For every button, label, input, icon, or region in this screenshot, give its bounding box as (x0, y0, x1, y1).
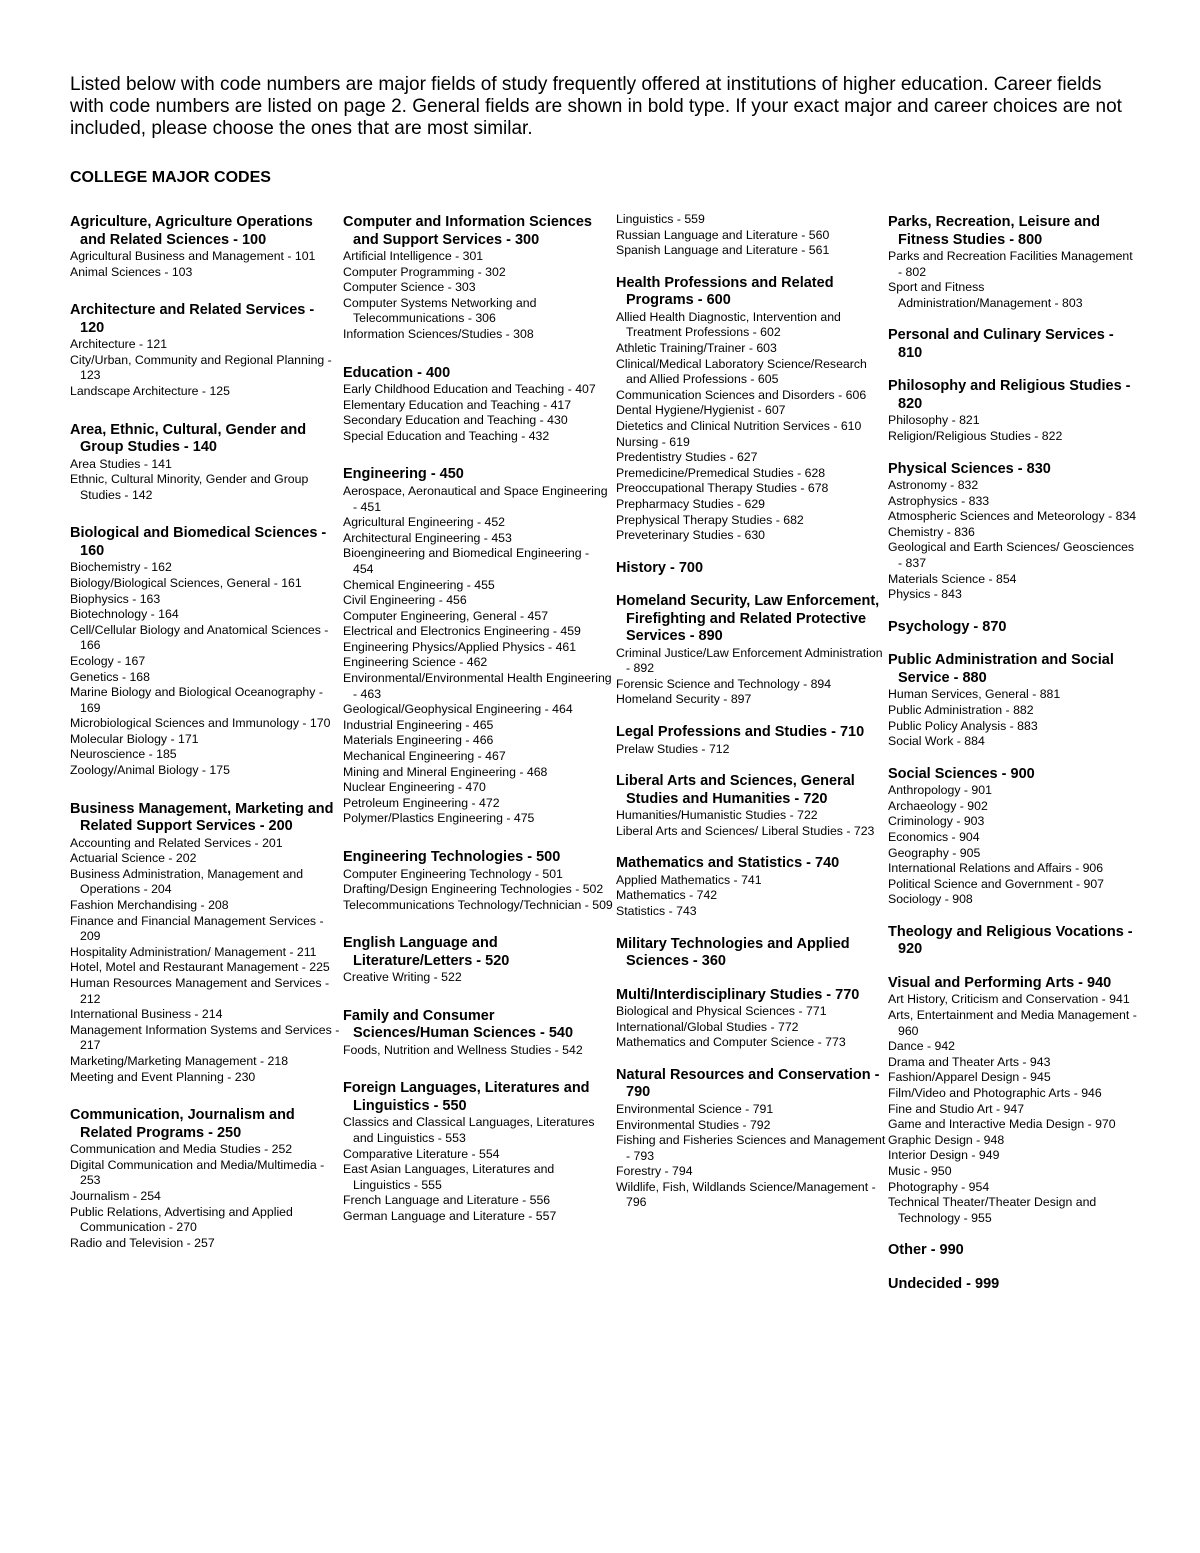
major-item: Photography - 954 (888, 1179, 990, 1194)
major-item: Nursing - 619 (616, 434, 690, 449)
major-item: Public Administration - 882 (888, 702, 1034, 717)
major-group-title: Parks, Recreation, Leisure and Fitness Studies - 800 (888, 214, 1100, 248)
major-item: International Business - 214 (70, 1007, 223, 1022)
major-item: Biophysics - 163 (70, 591, 161, 606)
page-heading: COLLEGE MAJOR CODES (70, 169, 271, 186)
major-item: Public Policy Analysis - 883 (888, 718, 1038, 733)
major-item: Mathematics and Computer Science - 773 (616, 1035, 846, 1050)
major-group-title: Multi/Interdisciplinary Studies - 770 (616, 986, 860, 1003)
major-item: Engineering Physics/Applied Physics - 461 (343, 639, 577, 654)
major-item: Prepharmacy Studies - 629 (616, 496, 766, 511)
column-2 (343, 214, 613, 1247)
major-item: Materials Science - 854 (888, 571, 1017, 586)
major-group (888, 1276, 1138, 1294)
major-group-title: Social Sciences - 900 (888, 765, 1035, 782)
major-list (888, 478, 1138, 603)
major-item: Predentistry Studies - 627 (616, 450, 758, 465)
major-item: Parks and Recreation Facilities Management - 802 (888, 249, 1133, 279)
major-list (343, 249, 613, 343)
major-group (70, 302, 340, 399)
major-list (888, 783, 1138, 908)
major-item: Human Resources Management and Services - 212 (70, 976, 330, 1006)
major-group (888, 766, 1138, 908)
major-item: Dance - 942 (888, 1039, 955, 1054)
major-group (343, 1080, 613, 1224)
major-item: Anthropology - 901 (888, 783, 992, 798)
major-group-title: Computer and Information Sciences and Support Services - 300 (343, 214, 592, 248)
major-item: Management Information Systems and Services - 217 (70, 1022, 340, 1053)
major-item: Chemistry - 836 (888, 524, 975, 539)
major-list (616, 310, 886, 544)
major-item: Philosophy - 821 (888, 413, 980, 428)
major-item: Biotechnology - 164 (70, 607, 179, 622)
major-item: Marine Biology and Biological Oceanography - 169 (70, 685, 323, 715)
major-item: Wildlife, Fish, Wildlands Science/Management - 796 (616, 1179, 876, 1210)
major-item: Dietetics and Clinical Nutrition Services - 610 (616, 418, 862, 433)
major-item: Marketing/Marketing Management - 218 (70, 1053, 289, 1068)
major-group-title: Undecided - 999 (888, 1275, 1000, 1292)
major-item: Preveterinary Studies - 630 (616, 528, 766, 543)
major-item: Drafting/Design Engineering Technologies - 502 (343, 882, 604, 897)
major-item: City/Urban, Community and Regional Planning - 123 (70, 352, 332, 383)
major-item: Atmospheric Sciences and Meteorology - 834 (888, 509, 1137, 524)
major-item: Comparative Literature - 554 (343, 1146, 500, 1161)
major-group-title: Biological and Biomedical Sciences - 160 (70, 525, 327, 559)
major-item: Art History, Criticism and Conservation - 941 (888, 992, 1130, 1007)
major-item: Early Childhood Education and Teaching - 407 (343, 382, 596, 397)
major-group (616, 212, 886, 259)
major-group (616, 773, 886, 839)
major-item: Preoccupational Therapy Studies - 678 (616, 481, 829, 496)
major-item: Biological and Physical Sciences - 771 (616, 1004, 827, 1019)
major-item: Public Relations, Advertising and Applied Communication - 270 (70, 1204, 293, 1235)
major-item: Fashion Merchandising - 208 (70, 898, 229, 913)
major-group-title: Liberal Arts and Sciences, General Studies and Humanities - 720 (616, 773, 855, 807)
major-item: Interior Design - 949 (888, 1148, 1000, 1163)
major-group-title: Theology and Religious Vocations - 920 (888, 923, 1133, 958)
major-item: French Language and Literature - 556 (343, 1193, 551, 1208)
major-item: Classics and Classical Languages, Literatures and Linguistics - 553 (343, 1115, 595, 1146)
major-list (343, 484, 613, 827)
major-item: Biology/Biological Sciences, General - 161 (70, 575, 302, 590)
major-item: Prelaw Studies - 712 (616, 741, 730, 756)
major-item: Electrical and Electronics Engineering - 459 (343, 624, 581, 639)
major-item: Foods, Nutrition and Wellness Studies - 542 (343, 1042, 583, 1057)
major-item: Molecular Biology - 171 (70, 731, 199, 746)
major-item: Graphic Design - 948 (888, 1132, 1005, 1147)
major-item: German Language and Literature - 557 (343, 1209, 557, 1224)
major-item: Drama and Theater Arts - 943 (888, 1054, 1051, 1069)
major-group (616, 1067, 886, 1211)
major-group-title: Military Technologies and Applied Sciences - 360 (616, 935, 850, 970)
major-item: Statistics - 743 (616, 904, 697, 919)
major-group (888, 924, 1138, 959)
major-group-title: Psychology - 870 (888, 618, 1007, 635)
major-group-title: Visual and Performing Arts - 940 (888, 974, 1112, 991)
major-group (888, 619, 1138, 637)
major-group (70, 1107, 340, 1251)
major-item: International Relations and Affairs - 906 (888, 861, 1104, 876)
major-list (888, 413, 1138, 444)
major-item: Hospitality Administration/ Management - 211 (70, 944, 317, 959)
major-item: Fashion/Apparel Design - 945 (888, 1070, 1051, 1085)
major-item: Computer Science - 303 (343, 280, 476, 295)
major-item: Premedicine/Premedical Studies - 628 (616, 465, 826, 480)
major-item: Criminal Justice/Law Enforcement Administration - 892 (616, 645, 883, 676)
major-item: Political Science and Government - 907 (888, 876, 1104, 891)
major-list (616, 1004, 886, 1051)
major-group-title: Engineering Technologies - 500 (343, 849, 561, 865)
major-item: Communication and Media Studies - 252 (70, 1142, 293, 1157)
major-item: Forensic Science and Technology - 894 (616, 676, 832, 691)
major-group-title: Natural Resources and Conservation - 790 (616, 1066, 880, 1101)
major-item: Genetics - 168 (70, 669, 150, 684)
major-group-title: Business Management, Marketing and Related Support Services - 200 (70, 800, 334, 835)
major-item: Environmental Studies - 792 (616, 1117, 771, 1132)
major-item: Sport and Fitness Administration/Management - 803 (888, 280, 1083, 310)
major-item: Mining and Mineral Engineering - 468 (343, 764, 548, 779)
major-item: Digital Communication and Media/Multimedia - 253 (70, 1157, 325, 1188)
major-group (70, 801, 340, 1086)
major-item: Radio and Television - 257 (70, 1235, 215, 1250)
major-item: Industrial Engineering - 465 (343, 717, 494, 732)
major-item: Architecture - 121 (70, 337, 168, 352)
major-item: Environmental Science - 791 (616, 1101, 774, 1116)
major-group (616, 560, 886, 578)
major-item: Fishing and Fisheries Sciences and Management - 793 (616, 1133, 886, 1163)
major-list (616, 1102, 886, 1211)
major-item: Aerospace, Aeronautical and Space Engineering - 451 (343, 483, 608, 514)
major-group (343, 849, 613, 913)
major-item: Architectural Engineering - 453 (343, 530, 512, 545)
major-group-title: Legal Professions and Studies - 710 (616, 724, 865, 741)
major-item: Agricultural Engineering - 452 (343, 515, 506, 530)
major-list (616, 212, 886, 259)
major-item: Polymer/Plastics Engineering - 475 (343, 811, 535, 826)
major-group (343, 214, 613, 343)
major-item: Applied Mathematics - 741 (616, 872, 762, 887)
major-item: Criminology - 903 (888, 814, 985, 829)
major-group (343, 1008, 613, 1059)
column-4 (888, 214, 1138, 1309)
major-item: Geological and Earth Sciences/ Geosciences - 837 (888, 540, 1135, 571)
major-item: Landscape Architecture - 125 (70, 383, 230, 398)
major-group-title: Engineering - 450 (343, 466, 464, 483)
major-item: Business Administration, Management and Operations - 204 (70, 866, 304, 897)
major-list (70, 1142, 340, 1251)
major-group (888, 214, 1138, 311)
major-group-title: Public Administration and Social Service - 880 (888, 652, 1114, 686)
major-group-title: Philosophy and Religious Studies - 820 (888, 378, 1131, 412)
major-item: Ecology - 167 (70, 653, 146, 668)
major-item: Homeland Security - 897 (616, 692, 752, 707)
major-group (888, 1242, 1138, 1260)
major-item: Artificial Intelligence - 301 (343, 249, 484, 263)
major-group-title: Homeland Security, Law Enforcement, Firefighting and Related Protective Services - 890 (616, 593, 880, 645)
major-list (343, 970, 613, 986)
major-group-title: History - 700 (616, 559, 704, 576)
major-item: Clinical/Medical Laboratory Science/Research and Allied Professions - 605 (616, 356, 867, 387)
major-list (888, 992, 1138, 1226)
major-group-title: Family and Consumer Sciences/Human Sciences - 540 (343, 1007, 574, 1042)
major-item: Mechanical Engineering - 467 (343, 749, 506, 764)
major-group-title: English Language and Literature/Letters - 520 (343, 935, 510, 969)
major-list (70, 337, 340, 399)
major-item: Journalism - 254 (70, 1188, 161, 1203)
major-group-title: Other - 990 (888, 1242, 964, 1259)
major-item: Film/Video and Photographic Arts - 946 (888, 1086, 1102, 1100)
major-list (616, 808, 886, 839)
major-list (888, 687, 1138, 749)
major-group-title: Health Professions and Related Programs - 600 (616, 274, 834, 309)
major-item: Allied Health Diagnostic, Intervention and Treatment Professions - 602 (616, 309, 841, 340)
major-item: Accounting and Related Services - 201 (70, 835, 283, 850)
major-group-title: Physical Sciences - 830 (888, 460, 1051, 477)
major-item: Computer Programming - 302 (343, 264, 506, 279)
major-item: Cell/Cellular Biology and Anatomical Sciences - 166 (70, 622, 329, 653)
major-item: Physics - 843 (888, 587, 962, 602)
major-list (70, 249, 340, 280)
major-group-title: Architecture and Related Services - 120 (70, 302, 315, 336)
major-item: Information Sciences/Studies - 308 (343, 326, 534, 341)
major-item: Sociology - 908 (888, 892, 973, 907)
major-item: Fine and Studio Art - 947 (888, 1101, 1025, 1116)
major-list (616, 873, 886, 920)
major-group-title: Communication, Journalism and Related Programs - 250 (70, 1107, 295, 1141)
major-group (616, 275, 886, 544)
major-item: Civil Engineering - 456 (343, 593, 467, 608)
major-group (343, 365, 613, 445)
major-group-title: Area, Ethnic, Cultural, Gender and Group Studies - 140 (70, 421, 307, 456)
major-group-title: Mathematics and Statistics - 740 (616, 855, 840, 872)
major-group (616, 724, 886, 757)
major-item: Spanish Language and Literature - 561 (616, 243, 830, 258)
major-group (616, 936, 886, 971)
major-item: Dental Hygiene/Hygienist - 607 (616, 403, 786, 418)
major-group-title: Personal and Culinary Services - 810 (888, 327, 1114, 361)
column-1 (70, 214, 340, 1273)
major-list (70, 560, 340, 778)
major-item: Archaeology - 902 (888, 798, 988, 813)
major-item: Economics - 904 (888, 829, 980, 844)
major-item: Computer Systems Networking and Telecommunications - 306 (343, 295, 537, 326)
major-list (888, 249, 1138, 311)
major-item: Liberal Arts and Sciences/ Liberal Studies - 723 (616, 823, 875, 838)
major-item: Animal Sciences - 103 (70, 264, 193, 279)
major-item: Secondary Education and Teaching - 430 (343, 413, 568, 428)
major-group (343, 466, 613, 827)
major-group (888, 652, 1138, 749)
major-item: Computer Engineering, General - 457 (343, 608, 549, 623)
major-item: Agricultural Business and Management - 101 (70, 249, 316, 263)
major-group-title: Education - 400 (343, 364, 451, 381)
major-item: Elementary Education and Teaching - 417 (343, 397, 572, 412)
major-item: Bioengineering and Biomedical Engineering - 454 (343, 546, 590, 576)
major-item: Telecommunications Technology/Technician - 509 (343, 897, 613, 912)
major-item: Athletic Training/Trainer - 603 (616, 340, 777, 355)
major-group (888, 975, 1138, 1226)
major-item: Petroleum Engineering - 472 (343, 795, 500, 810)
major-item: Actuarial Science - 202 (70, 851, 197, 866)
major-item: Prephysical Therapy Studies - 682 (616, 512, 804, 527)
major-item: Neuroscience - 185 (70, 747, 177, 762)
major-group (616, 593, 886, 708)
major-group (70, 214, 340, 280)
major-item: Hotel, Motel and Restaurant Management - 225 (70, 960, 330, 975)
major-item: Social Work - 884 (888, 734, 985, 749)
major-item: Finance and Financial Management Services - 209 (70, 913, 324, 944)
major-item: Communication Sciences and Disorders - 606 (616, 387, 867, 402)
major-item: Materials Engineering - 466 (343, 733, 494, 748)
major-group (888, 461, 1138, 603)
major-group (616, 987, 886, 1051)
major-item: Ethnic, Cultural Minority, Gender and Group Studies - 142 (70, 472, 309, 502)
intro-paragraph: Listed below with code numbers are major fields of study frequently offered at institutions of higher education. Career fields with code numbers are listed on page 2. General fields are shown in bold type. If your exact major and career choices are not included, please choose the ones that are most similar. (70, 74, 1122, 139)
major-item: Mathematics - 742 (616, 888, 718, 903)
major-group (888, 327, 1138, 362)
major-item: Geography - 905 (888, 845, 981, 860)
major-list (343, 382, 613, 444)
major-item: Linguistics - 559 (616, 212, 705, 226)
major-item: East Asian Languages, Literatures and Linguistics - 555 (343, 1162, 555, 1192)
major-item: Arts, Entertainment and Media Management - 960 (888, 1008, 1137, 1038)
major-item: Astrophysics - 833 (888, 493, 990, 508)
major-item: Environmental/Environmental Health Engineering - 463 (343, 671, 612, 701)
major-list (70, 457, 340, 504)
major-list (343, 867, 613, 914)
major-item: Biochemistry - 162 (70, 560, 172, 575)
major-item: Human Services, General - 881 (888, 687, 1061, 702)
major-group (70, 525, 340, 778)
major-group (70, 422, 340, 504)
major-item: International/Global Studies - 772 (616, 1019, 799, 1034)
major-item: Forestry - 794 (616, 1164, 693, 1179)
major-list (343, 1115, 613, 1224)
major-item: Music - 950 (888, 1163, 952, 1178)
major-group-title: Foreign Languages, Literatures and Linguistics - 550 (343, 1080, 590, 1114)
major-item: Meeting and Event Planning - 230 (70, 1069, 256, 1084)
major-item: Special Education and Teaching - 432 (343, 428, 550, 443)
major-item: Russian Language and Literature - 560 (616, 227, 830, 242)
major-item: Area Studies - 141 (70, 456, 172, 471)
major-group-title: Agriculture, Agriculture Operations and Related Sciences - 100 (70, 214, 313, 248)
major-item: Astronomy - 832 (888, 478, 979, 493)
major-item: Nuclear Engineering - 470 (343, 780, 486, 795)
major-list (616, 742, 886, 758)
major-item: Humanities/Humanistic Studies - 722 (616, 808, 818, 823)
major-item: Religion/Religious Studies - 822 (888, 428, 1063, 443)
major-list (343, 1043, 613, 1059)
major-item: Technical Theater/Theater Design and Technology - 955 (888, 1195, 1097, 1225)
major-item: Chemical Engineering - 455 (343, 577, 495, 592)
major-item: Geological/Geophysical Engineering - 464 (343, 702, 573, 717)
major-item: Creative Writing - 522 (343, 970, 462, 985)
column-3 (616, 212, 886, 1227)
major-list (70, 836, 340, 1086)
major-group (343, 935, 613, 986)
major-item: Engineering Science - 462 (343, 655, 488, 670)
major-item: Computer Engineering Technology - 501 (343, 866, 563, 881)
major-item: Game and Interactive Media Design - 970 (888, 1117, 1116, 1132)
major-item: Zoology/Animal Biology - 175 (70, 763, 230, 778)
major-item: Microbiological Sciences and Immunology - 170 (70, 716, 331, 731)
major-list (616, 646, 886, 708)
major-group (888, 378, 1138, 444)
major-group (616, 855, 886, 919)
